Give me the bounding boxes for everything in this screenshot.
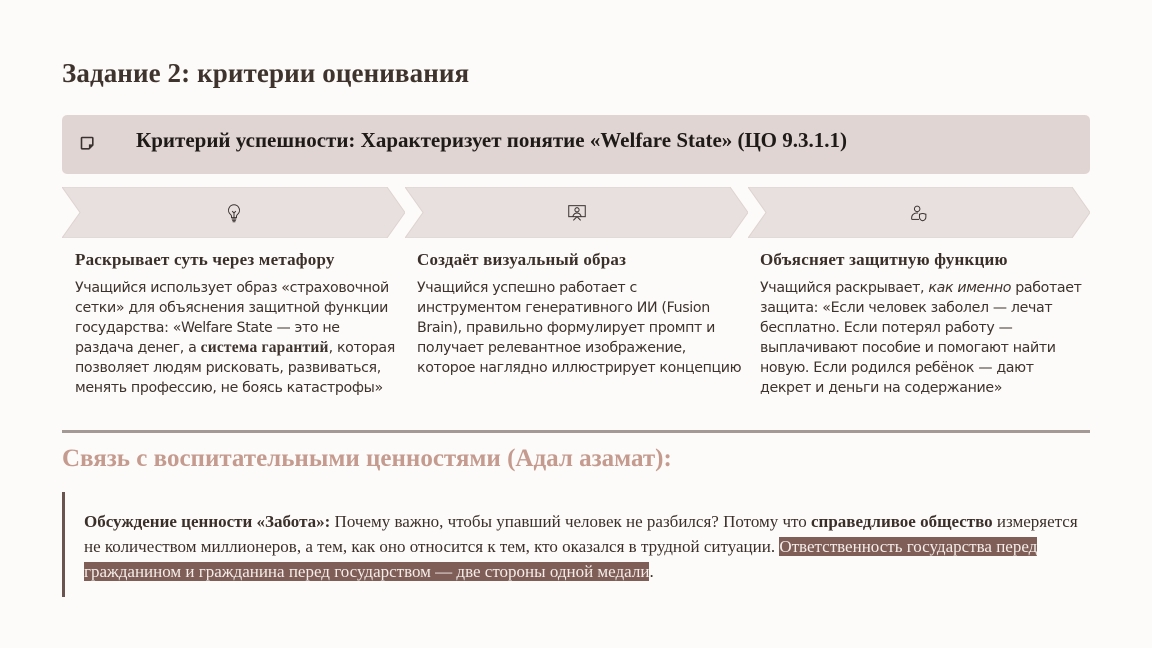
step-chevron-3 [748, 187, 1090, 238]
quote-text-part: . [649, 562, 654, 581]
step-title: Раскрывает суть через метафору [75, 250, 335, 269]
step-title: Объясняет защитную функцию [760, 250, 1008, 269]
step-column-3 [760, 248, 1085, 399]
person-shield-icon [908, 202, 930, 224]
quote-text-part: измеряется не количеством миллионеров, а тем, как оно относится к тем, кто оказался в трудной ситуации. [84, 512, 1078, 556]
step-description [75, 278, 397, 399]
presentation-person-icon [566, 202, 588, 224]
step-text: работает защита: «Если человек заболел — лечат бесплатно. Если потерял работу — выплачивают пособие и помогают найти новую. Если родился ребёнок — дают декрет и деньги на содержание» [760, 280, 1082, 397]
step-text-italic: как именно [928, 280, 1012, 296]
values-quote-text [84, 509, 1094, 584]
step-text: Учащийся использует образ «страховочной сетки» для объяснения защитной функции государства: «Welfare State — это не раздача денег, а [75, 280, 389, 357]
step-description [417, 278, 742, 378]
step-column-2 [417, 248, 742, 378]
step-title: Создаёт визуальный образ [417, 250, 627, 269]
values-quote-block [62, 492, 1092, 597]
highlighted-selection[interactable]: Ответственность государства перед гражданином и гражданина перед государством — две стороны одной медали [84, 537, 1038, 581]
step-text: , которая позволяет людям рисковать, развиваться, менять профессию, не боясь катастрофы» [75, 340, 395, 397]
step-text: Учащийся успешно работает с инструментом генеративного ИИ (Fusion Brain), правильно формулирует промпт и получает релевантное изображение, которое наглядно иллюстрирует концепцию [417, 280, 742, 377]
sticky-note-icon [79, 135, 95, 151]
steps-chevron-row [62, 187, 1090, 238]
values-section-title: Связь с воспитательными ценностями (Адал азамат): [62, 445, 672, 472]
lightbulb-icon [223, 202, 245, 224]
step-description [760, 278, 1085, 399]
section-divider [62, 430, 1090, 433]
step-column-1 [75, 248, 397, 399]
quote-lead: Обсуждение ценности «Забота»: [84, 512, 331, 531]
step-text-bold: система гарантий [200, 339, 329, 357]
step-chevron-2 [405, 187, 748, 238]
quote-bold-phrase: справедливое общество [811, 512, 993, 531]
criterion-text: Критерий успешности: Характеризует понятие «Welfare State» (ЦО 9.3.1.1) [136, 128, 847, 152]
step-chevron-1 [62, 187, 405, 238]
page-title: Задание 2: критерии оценивания [62, 58, 470, 88]
quote-text-part: Почему важно, чтобы упавший человек не разбился? Потому что [330, 512, 812, 531]
step-text: Учащийся раскрывает, [760, 280, 929, 296]
